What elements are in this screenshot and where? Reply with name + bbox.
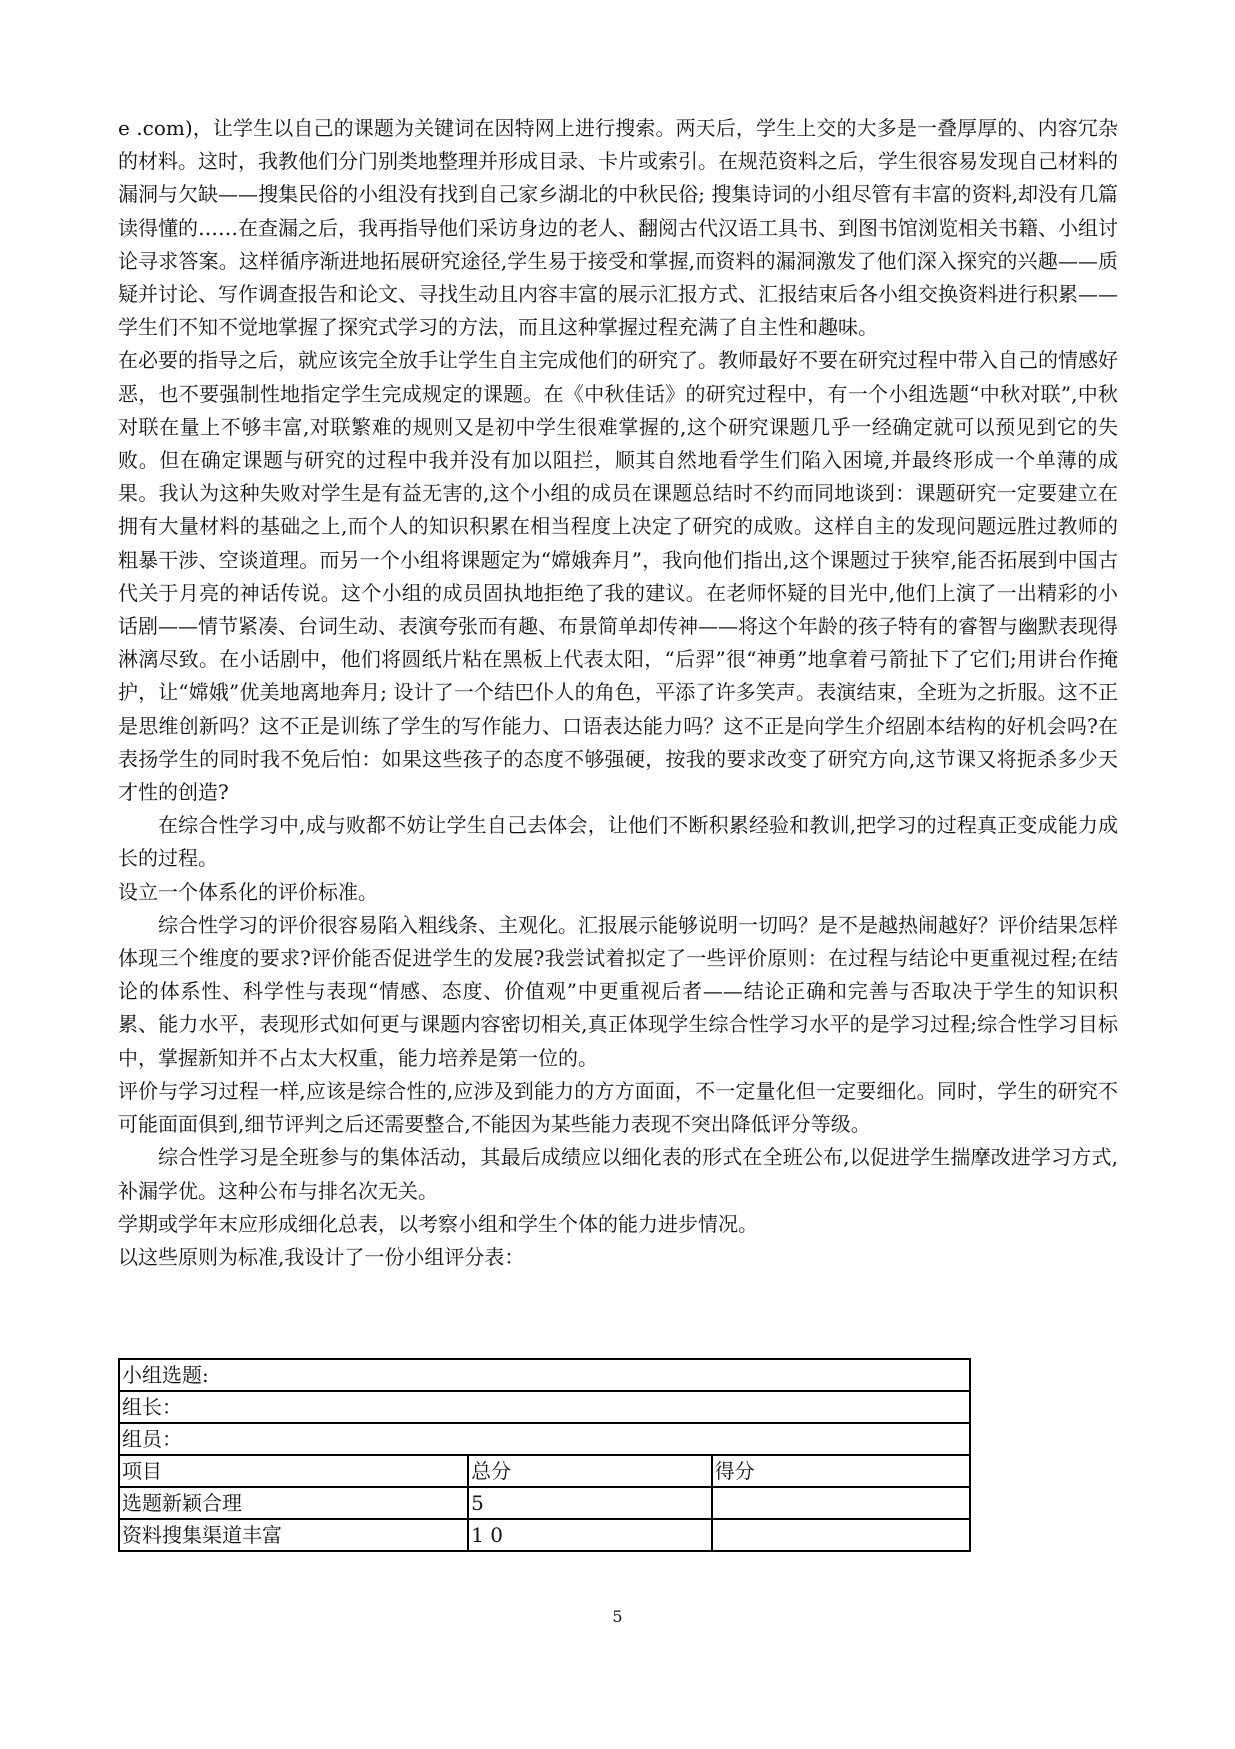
page-number: 5 <box>612 1607 623 1626</box>
paragraph-6: 综合性学习是全班参与的集体活动，其最后成绩应以细化表的形式在全班公布,以促进学生揣摩改进学习方式,补漏学优。这种公布与排名次无关。 <box>118 1145 1118 1203</box>
row-score <box>712 1519 970 1551</box>
row-total: 5 <box>468 1487 711 1519</box>
table-row-members <box>119 1423 970 1455</box>
header-score: 得分 <box>712 1455 970 1487</box>
row-score <box>712 1487 970 1519</box>
topic-label: 小组选题: <box>119 1359 970 1391</box>
paragraph-1: e .com)，让学生以自己的课题为关键词在因特网上进行搜索。两天后，学生上交的大多是一叠厚厚的、内容冗杂的材料。这时，我教他们分门别类地整理并形成目录、卡片或索引。在规范资料之后，学生很容易发现自己材料的漏洞与欠缺——搜集民俗的小组没有找到自己家乡湖北的中秋民俗; 搜集诗词的小组尽管有丰富的资料,却没有几篇读得懂的……在查漏之后，我再指导他们采访身边的老人、翻阅古代汉语工具书、到图书馆浏览相关书籍、小组讨论寻求答案。这样循序渐进地拓展研究途径,学生易于接受和掌握,而资料的漏洞激发了他们深入探究的兴趣——质疑并讨论、写作调查报告和论文、寻找生动且内容丰富的展示汇报方式、汇报结束后各小组交换资料进行积累——学生们不知不觉地掌握了探究式学习的方法，而且这种掌握过程充满了自主性和趣味。 <box>118 116 1118 340</box>
paragraph-8: 以这些原则为标准,我设计了一份小组评分表： <box>118 1244 525 1269</box>
paragraph-7: 学期或学年末应形成细化总表，以考察小组和学生个体的能力进步情况。 <box>118 1211 758 1236</box>
row-total: 1 0 <box>468 1519 711 1551</box>
paragraph-4: 综合性学习的评价很容易陷入粗线条、主观化。汇报展示能够说明一切吗？是不是越热闹越好？评价结果怎样体现三个维度的要求?评价能否促进学生的发展?我尝试着拟定了一些评价原则：在过程与结论中更重视过程;在结论的体系性、科学性与表现“情感、态度、价值观”中更重视后者——结论正确和完善与否取决于学生的知识积累、能力水平，表现形式如何更与课题内容密切相关,真正体现学生综合性学习水平的是学习过程;综合性学习目标中，掌握新知并不占太大权重，能力培养是第一位的。 <box>118 912 1118 1070</box>
paragraph-2: 在必要的指导之后，就应该完全放手让学生自主完成他们的研究了。教师最好不要在研究过程中带入自己的情感好恶，也不要强制性地指定学生完成规定的课题。在《中秋佳话》的研究过程中，有一个小组选题“中秋对联”,中秋对联在量上不够丰富,对联繁难的规则又是初中学生很难掌握的,这个研究课题几乎一经确定就可以预见到它的失败。但在确定课题与研究的过程中我并没有加以阻拦，顺其自然地看学生们陷入困境,并最终形成一个单薄的成果。我认为这种失败对学生是有益无害的,这个小组的成员在课题总结时不约而同地谈到：课题研究一定要建立在拥有大量材料的基础之上,而个人的知识积累在相当程度上决定了研究的成败。这样自主的发现问题远胜过教师的粗暴干涉、空谈道理。而另一个小组将课题定为“嫦娥奔月”，我向他们指出,这个课题过于狭窄,能否拓展到中国古代关于月亮的神话传说。这个小组的成员固执地拒绝了我的建议。在老师怀疑的目光中,他们上演了一出精彩的小话剧——情节紧凑、台词生动、表演夸张而有趣、布景简单却传神——将这个年龄的孩子特有的睿智与幽默表现得淋漓尽致。在小话剧中，他们将圆纸片粘在黑板上代表太阳，“后羿”很“神勇”地拿着弓箭扯下了它们;用讲台作掩护，让“嫦娥”优美地离地奔月; 设计了一个结巴仆人的角色，平添了许多笑声。表演结束，全班为之折服。这不正是思维创新吗？这不正是训练了学生的写作能力、口语表达能力吗？这不正是向学生介绍剧本结构的好机会吗?在表扬学生的同时我不免后怕：如果这些孩子的态度不够强硬，按我的要求改变了研究方向,这节课又将扼杀多少天才性的创造? <box>118 348 1118 805</box>
paragraph-5: 评价与学习过程一样,应该是综合性的,应涉及到能力的方方面面，不一定量化但一定要细化。同时，学生的研究不可能面面俱到,细节评判之后还需要整合,不能因为某些能力表现不突出降低评分等级。 <box>118 1078 1118 1137</box>
header-item: 项目 <box>119 1455 468 1487</box>
table-row-leader <box>119 1391 970 1423</box>
members-label: 组员： <box>119 1423 970 1455</box>
group-score-table <box>118 1358 971 1552</box>
leader-label: 组长： <box>119 1391 970 1423</box>
document-body <box>118 112 1118 1274</box>
row-item: 资料搜集渠道丰富 <box>119 1519 468 1551</box>
row-item: 选题新颖合理 <box>119 1487 468 1519</box>
header-total: 总分 <box>468 1455 711 1487</box>
section-heading: 设立一个体系化的评价标准。 <box>118 879 378 904</box>
table-row <box>119 1519 970 1551</box>
paragraph-3: 在综合性学习中,成与败都不妨让学生自己去体会，让他们不断积累经验和教训,把学习的过程真正变成能力成长的过程。 <box>118 813 1118 871</box>
table-header-row <box>119 1455 970 1487</box>
table-row <box>119 1487 970 1519</box>
table-row-topic <box>119 1359 970 1391</box>
